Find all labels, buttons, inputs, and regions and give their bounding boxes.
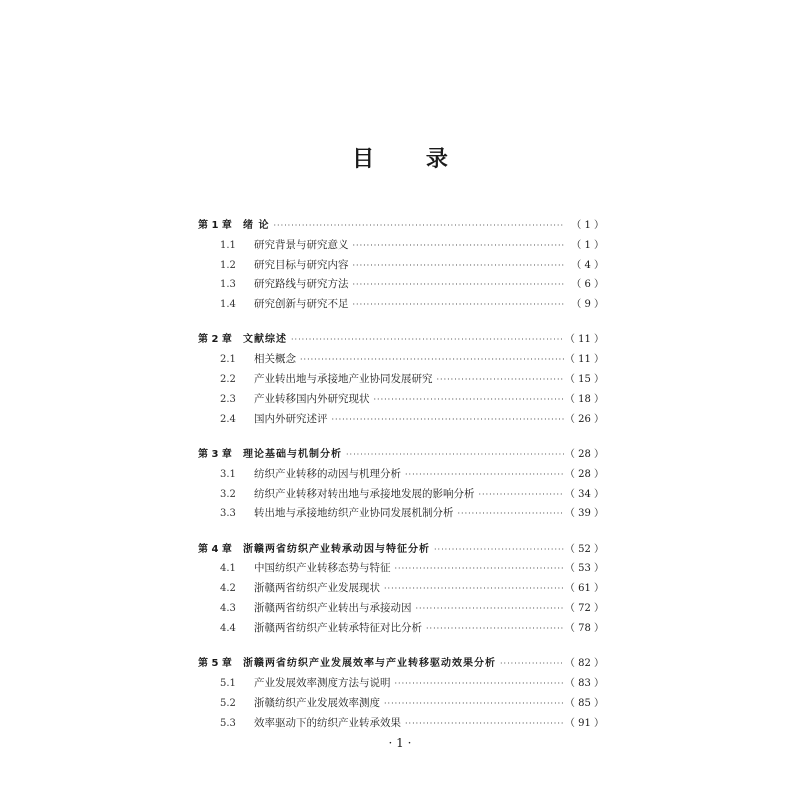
section-title: 研究目标与研究内容 (254, 258, 349, 271)
section-title: 相关概念 (254, 353, 296, 366)
toc-entry[interactable] (198, 654, 604, 674)
section-number: 2.1 (220, 354, 236, 366)
leader-dots (405, 470, 564, 479)
page-title: 目 录 (352, 147, 470, 172)
section-title: 纺织产业转移对转出地与承接地发展的影响分析 (254, 487, 475, 500)
toc-entry[interactable] (198, 236, 604, 256)
chapter-number: 第 1 章 (198, 220, 232, 231)
page-number: （ 6 ） (571, 279, 604, 291)
section-title: 浙赣纺织产业发展效率测度 (254, 696, 380, 709)
page-number: （ 52 ） (564, 543, 604, 555)
chapter-title: 浙赣两省纺织产业发展效率与产业转移驱动效果分析 (243, 658, 496, 670)
section-title: 国内外研究述评 (254, 412, 328, 425)
page-number: （ 72 ） (564, 603, 604, 615)
section-number: 1.4 (220, 299, 236, 311)
page-number: （ 15 ） (564, 374, 604, 386)
leader-dots (346, 450, 564, 459)
leader-dots (405, 719, 564, 728)
section-number: 5.1 (220, 677, 236, 689)
leader-dots (458, 509, 565, 518)
chapter-3 (198, 445, 604, 524)
chapter-title: 绪 论 (243, 220, 270, 231)
section-number: 3.3 (220, 508, 236, 520)
chapter-number: 第 3 章 (198, 448, 232, 460)
page-folio: · 1 · (388, 736, 412, 750)
section-number: 1.3 (220, 279, 236, 291)
section-number: 5.3 (220, 717, 236, 729)
section-title: 中国纺织产业转移态势与特征 (254, 562, 391, 575)
chapter-number: 第 4 章 (198, 543, 232, 555)
section-title: 研究路线与研究方法 (254, 278, 349, 291)
section-title: 效率驱动下的纺织产业转承效果 (254, 716, 401, 729)
leader-dots (300, 355, 564, 364)
toc-entry[interactable] (198, 445, 604, 465)
leader-dots (332, 415, 565, 424)
section-number: 5.2 (220, 697, 236, 709)
leader-dots (353, 241, 565, 250)
page-number: （ 78 ） (564, 622, 604, 634)
section-number: 1.2 (220, 259, 236, 271)
chapter-title: 理论基础与机制分析 (243, 448, 342, 460)
leader-dots (384, 699, 564, 708)
leader-dots (434, 545, 564, 554)
toc-entry[interactable] (198, 714, 604, 734)
section-number: 2.4 (220, 413, 236, 425)
page-number: （ 53 ） (564, 563, 604, 575)
leader-dots (273, 221, 564, 230)
page-number: （ 28 ） (564, 448, 604, 460)
section-title: 产业转出地与承接地产业协同发展研究 (254, 373, 433, 386)
chapter-4 (198, 540, 604, 639)
section-title: 研究创新与研究不足 (254, 298, 349, 311)
toc-entry[interactable] (198, 619, 604, 639)
leader-dots (395, 679, 565, 688)
chapter-2 (198, 330, 604, 429)
page-number: （ 4 ） (571, 259, 604, 271)
leader-dots (353, 280, 565, 289)
page-number: （ 1 ） (571, 239, 604, 251)
section-number: 2.3 (220, 393, 236, 405)
toc-entry[interactable] (198, 559, 604, 579)
toc-entry[interactable] (198, 330, 604, 350)
page-number: （ 9 ） (571, 299, 604, 311)
toc-entry[interactable] (198, 579, 604, 599)
toc-entry[interactable] (198, 599, 604, 619)
chapter-number: 第 5 章 (198, 658, 232, 670)
leader-dots (384, 584, 564, 593)
toc-entry[interactable] (198, 540, 604, 560)
page-number: （ 39 ） (564, 508, 604, 520)
chapter-5 (198, 654, 604, 733)
section-number: 2.2 (220, 374, 236, 386)
section-title: 纺织产业转移的动因与机理分析 (254, 467, 401, 480)
toc-entry[interactable] (198, 694, 604, 714)
leader-dots (416, 604, 565, 613)
leader-dots (395, 564, 565, 573)
section-title: 产业转移国内外研究现状 (254, 392, 370, 405)
section-number: 4.3 (220, 603, 236, 615)
page-number: （ 34 ） (564, 488, 604, 500)
toc-entry[interactable] (198, 410, 604, 430)
page-number: （ 85 ） (564, 697, 604, 709)
toc-entry[interactable] (198, 390, 604, 410)
section-number: 4.2 (220, 583, 236, 595)
section-number: 4.1 (220, 563, 236, 575)
chapter-1 (198, 216, 604, 315)
leader-dots (374, 395, 565, 404)
page-number: （ 83 ） (564, 677, 604, 689)
page-number: （ 28 ） (564, 468, 604, 480)
page-number: （ 18 ） (564, 393, 604, 405)
section-title: 浙赣两省纺织产业转出与承接动因 (254, 602, 412, 615)
page-number: （ 82 ） (564, 658, 604, 670)
section-number: 3.2 (220, 488, 236, 500)
page-number: （ 1 ） (571, 220, 604, 231)
section-title: 浙赣两省纺织产业转承特征对比分析 (254, 621, 422, 634)
section-title: 产业发展效率测度方法与说明 (254, 676, 391, 689)
toc-entry[interactable] (198, 350, 604, 370)
section-number: 3.1 (220, 468, 236, 480)
leader-dots (500, 659, 564, 668)
leader-dots (353, 300, 565, 309)
toc-entry[interactable] (198, 295, 604, 315)
section-title: 浙赣两省纺织产业发展现状 (254, 582, 380, 595)
table-of-contents (198, 216, 604, 749)
toc-entry[interactable] (198, 216, 604, 236)
toc-entry[interactable] (198, 485, 604, 505)
chapter-title: 浙赣两省纺织产业转承动因与特征分析 (243, 543, 430, 555)
toc-entry[interactable] (198, 674, 604, 694)
section-number: 1.1 (220, 239, 236, 251)
section-title: 转出地与承接地纺织产业协同发展机制分析 (254, 507, 454, 520)
leader-dots (479, 490, 565, 499)
leader-dots (353, 261, 565, 270)
toc-entry[interactable] (198, 465, 604, 485)
section-title: 研究背景与研究意义 (254, 238, 349, 251)
leader-dots (426, 624, 564, 633)
page-number: （ 61 ） (564, 583, 604, 595)
toc-entry[interactable] (198, 504, 604, 524)
chapter-title: 文献综述 (243, 334, 287, 346)
page-number: （ 11 ） (564, 354, 604, 366)
toc-entry[interactable] (198, 256, 604, 276)
leader-dots (437, 375, 565, 384)
chapter-number: 第 2 章 (198, 334, 232, 346)
page-number: （ 91 ） (564, 717, 604, 729)
page-number: （ 11 ） (564, 334, 604, 346)
toc-entry[interactable] (198, 370, 604, 390)
leader-dots (291, 335, 564, 344)
page-number: （ 26 ） (564, 413, 604, 425)
section-number: 4.4 (220, 622, 236, 634)
toc-entry[interactable] (198, 275, 604, 295)
